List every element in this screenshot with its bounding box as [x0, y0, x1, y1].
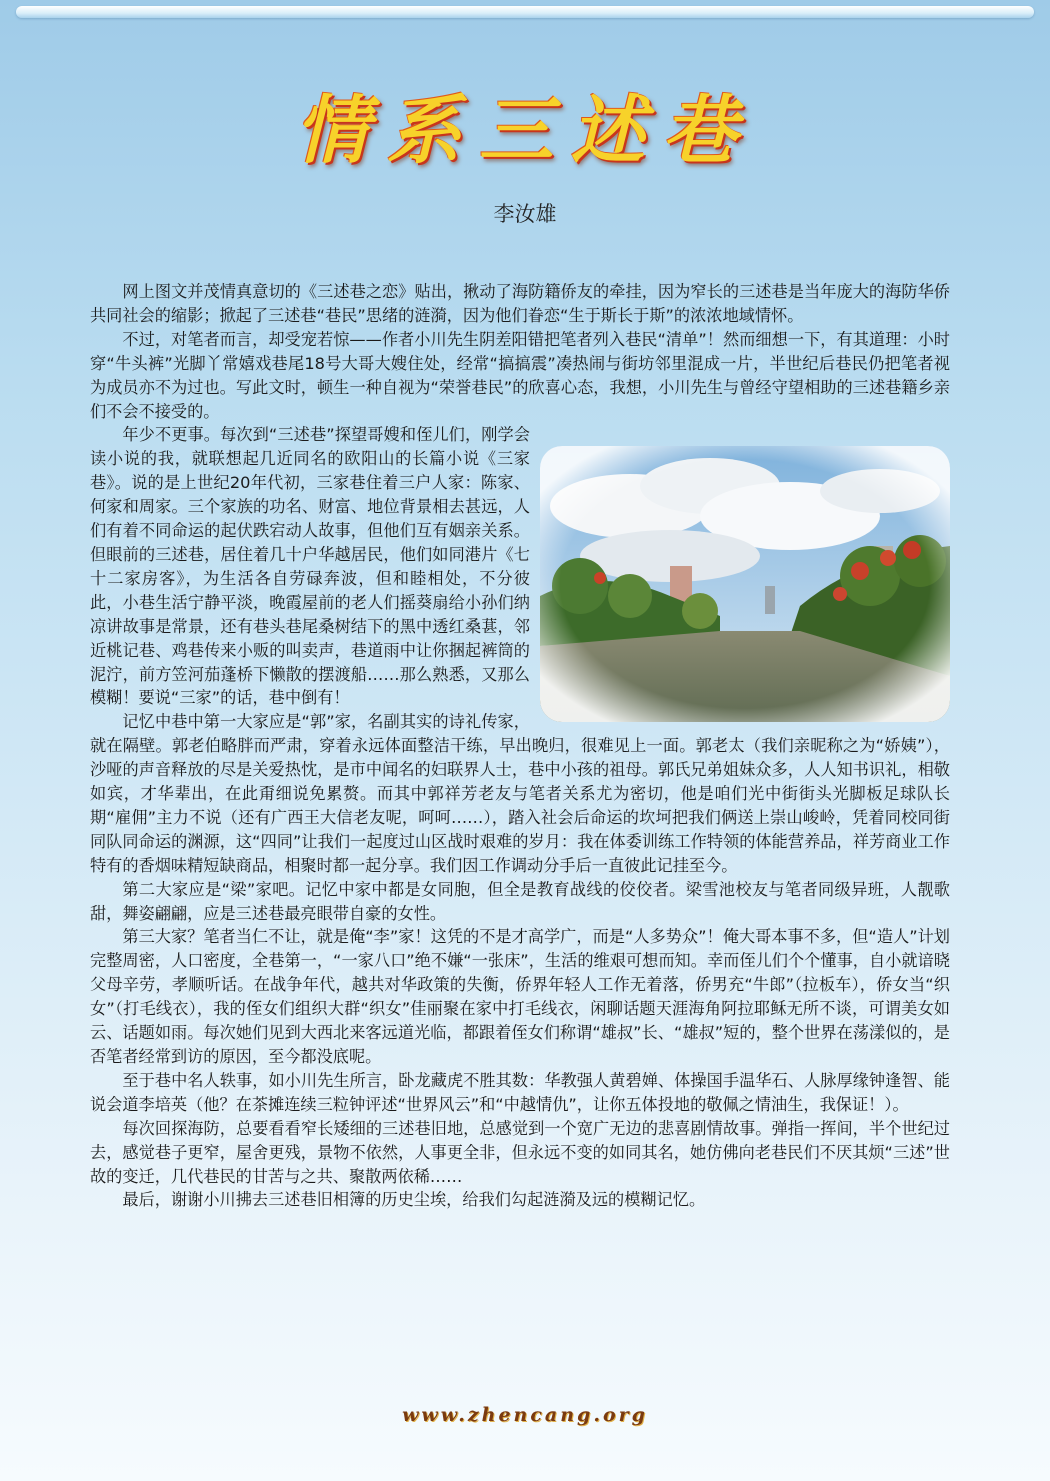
river-scene-image: [540, 446, 950, 722]
article-body: [90, 280, 950, 1212]
river-photo: [540, 446, 950, 722]
paragraph: 年少不更事。每次到“三述巷”探望哥嫂和侄儿们，刚学会读小说的我，就联想起几近同名的欧阳山的长篇小说《三家巷》。说的是上世纪20年代初，三家巷住着三户人家：陈家、何家和周家。三个家族的功名、财富、地位背景相去甚远，人们有着不同命运的起伏跌宕动人故事，但他们互有姻亲关系。 但眼前的三述巷，居住着几十户华越居民，他们如同港片《七十二家房客》，为生活各自劳碌奔波，但和睦相处，不分彼此，小巷生活宁静平淡，晚霞屋前的老人们摇葵扇给小孙们纳凉讲故事是常景，还有巷头巷尾桑树结下的黑中透红桑葚，邻近桃记巷、鸡巷传来小贩的叫卖声，巷道雨中让你捆起裤筒的泥泞，前方笠河茄蓬桥下懒散的摆渡船……那么熟悉，又那么模糊！要说“三家”的话，巷中倒有！: [90, 425, 530, 708]
top-decorative-bar: [16, 6, 1034, 18]
paragraph: 记忆中巷中第一大家应是“郭”家，名副其实的诗礼传家，就在隔壁。郭老伯略胖而严肃，穿着永远体面整洁干练，早出晚归，很难见上一面。郭老太（我们亲昵称之为“娇姨”），沙哑的声音释放的尽是关爱热忱，是市中闻名的妇联界人士，巷中小孩的祖母。郭氏兄弟姐妹众多，人人知书识礼，相敬如宾，才华辈出，在此甭细说免累赘。而其中郭祥芳老友与笔者关系尤为密切，他是咱们光中街街头光脚板足球队长期“雇佣”主力不说（还有广西王大信老友呢，呵呵……），踏入社会后命运的坎坷把我们俩送上崇山峻岭，凭着同校同街同队同命运的渊源，这“四同”让我们一起度过山区战时艰难的岁月：我在体委训练工作特领的体能营养品，祥芳商业工作特有的香烟味精短缺商品，相聚时都一起分享。我们因工作调动分手后一直彼此记挂至今。: [90, 712, 950, 875]
paragraph: 网上图文并茂情真意切的《三述巷之恋》贴出，揪动了海防籍侨友的牵挂，因为窄长的三述巷是当年庞大的海防华侨共同社会的缩影；掀起了三述巷“巷民”思绪的涟漪，因为他们眷恋“生于斯长于斯”的浓浓地域情怀。: [90, 282, 950, 325]
paragraph: 第二大家应是“梁”家吧。记忆中家中都是女同胞，但全是教育战线的佼佼者。梁雪池校友与笔者同级异班，人靓歌甜，舞姿翩翩，应是三述巷最亮眼带自豪的女性。: [90, 879, 950, 923]
paragraph: 至于巷中名人轶事，如小川先生所言，卧龙藏虎不胜其数：华教强人黄碧婵、体操国手温华石、人脉厚缘钟逢智、能说会道李培英（他？在茶摊连续三粒钟评述“世界风云”和“中越情仇”，让你五体投地的敬佩之情油生，我保证！）。: [90, 1070, 950, 1114]
author-name: 李汝雄: [493, 202, 557, 226]
paragraph: 第三大家？笔者当仁不让，就是俺“李”家！这凭的不是才高学广，而是“人多势众”！俺大哥本事不多，但“造人”计划完整周密，人口密度，全巷第一，“一家八口”绝不嫌“一张床”，生活的维艰可想而知。幸而侄儿们个个懂事，自小就谙晓父母辛劳，孝顺听话。在战争年代，越共对华政策的失衡，侨界年轻人工作无着落，侨男充“牛郎”（拉板车），侨女当“织女”（打毛线衣），我的侄女们组织大群“织女”佳丽聚在家中打毛线衣，闲聊话题天涯海角阿拉耶稣无所不谈，可谓美女如云、话题如雨。每次她们见到大西北来客远道光临，都跟着侄女们称谓“雄叔”长、“雄叔”短的，整个世界在荡漾似的，是否笔者经常到访的原因，至今都没底呢。: [90, 927, 950, 1066]
article-title: 情系三述巷: [295, 88, 755, 174]
website-footer: www.zhencang.org: [402, 1404, 648, 1426]
paragraph: 最后，谢谢小川拂去三述巷旧相簿的历史尘埃，给我们勾起涟漪及远的模糊记忆。: [122, 1190, 706, 1210]
paragraph: 不过，对笔者而言，却受宠若惊——作者小川先生阴差阳错把笔者列入巷民“清单”！然而细想一下，有其道理：小时穿“牛头裤”光脚丫常嬉戏巷尾18号大哥大嫂住处，经常“搞搞震”凑热闹与街坊邻里混成一片，半世纪后巷民仍把笔者视为成员亦不为过也。写此文时，顿生一种自视为“荣誉巷民”的欣喜心态，我想，小川先生与曾经守望相助的三述巷籍乡亲们不会不接受的。: [90, 329, 950, 421]
paragraph: 每次回探海防，总要看看窄长矮细的三述巷旧地，总感觉到一个宽广无边的悲喜剧情故事。弹指一挥间，半个世纪过去，感觉巷子更窄，屋舍更残，景物不依然，人事更全非，但永远不变的如同其名，她仿佛向老巷民们不厌其烦“三述”世故的变迁，几代巷民的甘苦与之共、聚散两依稀……: [90, 1118, 950, 1186]
